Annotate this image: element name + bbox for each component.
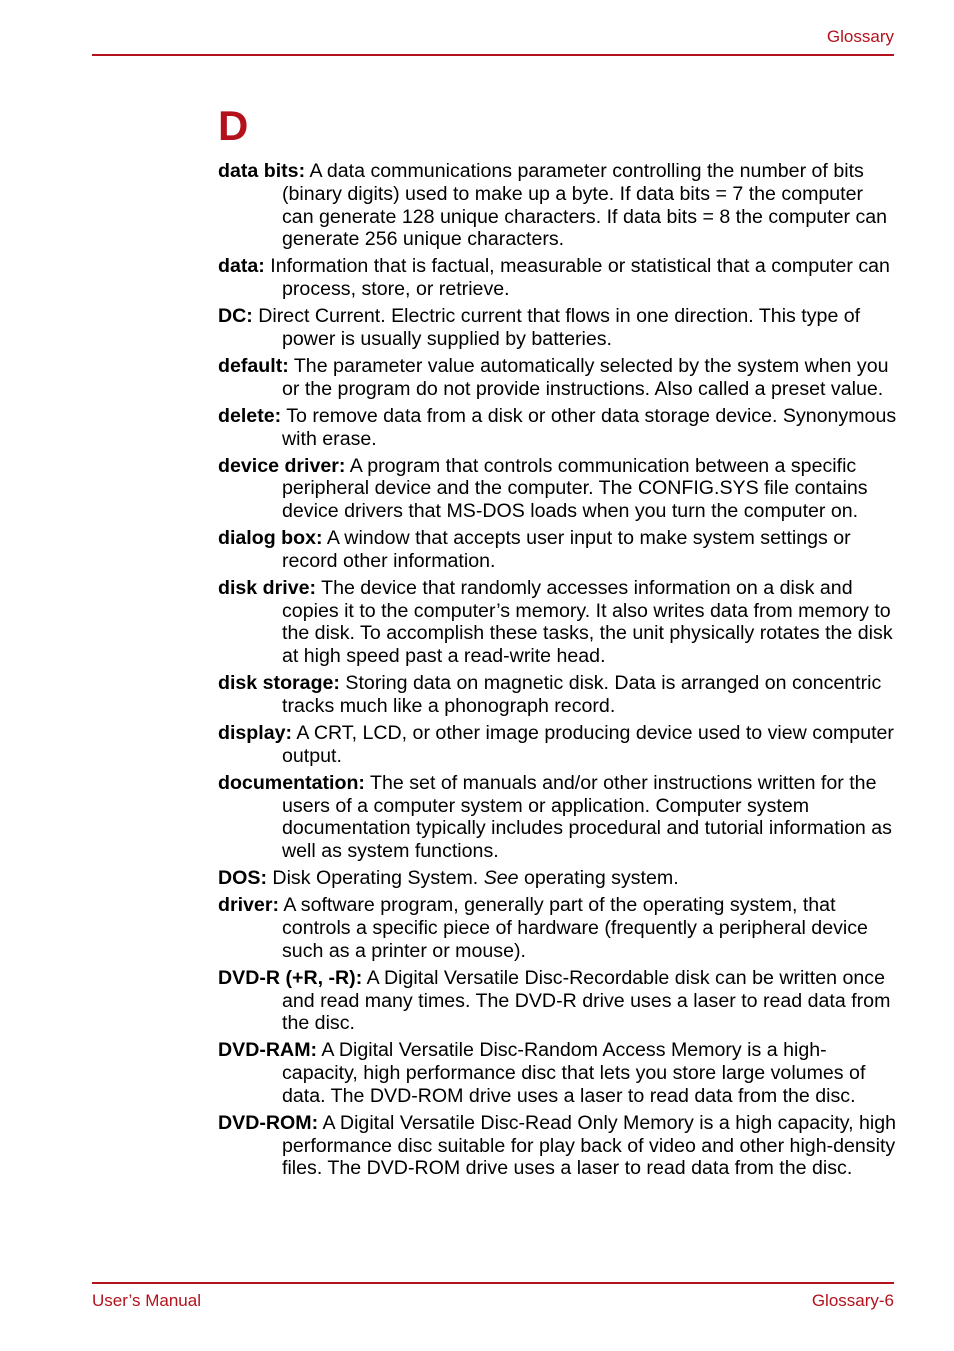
entry-term: disk drive: bbox=[218, 576, 317, 599]
entry-definition: A data communications parameter controlling the number of bits (binary digits) used to make up a byte. If data bits = 7 the computer can generate 128 unique characters. If data bits = 8 the computer can generate 256 unique characters. bbox=[282, 160, 888, 251]
section-letter: D bbox=[218, 102, 249, 149]
glossary-entry bbox=[218, 577, 898, 668]
glossary-entry bbox=[218, 527, 898, 573]
glossary-entries bbox=[218, 160, 898, 1184]
entry-definition: A Digital Versatile Disc-Random Access Memory is a high-capacity, high performance disc that lets you store large volumes of data. The DVD-ROM drive uses a laser to read data from the disc. bbox=[282, 1039, 866, 1107]
entry-definition: A Digital Versatile Disc-Read Only Memory is a high capacity, high performance disc suitable for play back of video and other high-density files. The DVD-ROM drive uses a laser to read data from the disc. bbox=[282, 1111, 897, 1180]
glossary-entry bbox=[218, 894, 898, 962]
footer-manual-title: User’s Manual bbox=[92, 1291, 201, 1310]
entry-definition-tail: operating system. bbox=[518, 867, 679, 890]
entry-term: delete: bbox=[218, 404, 282, 427]
entry-term: display: bbox=[218, 722, 293, 745]
entry-definition: The parameter value automatically selected by the system when you or the program do not provide instructions. Also called a preset value. bbox=[282, 354, 889, 400]
header-rule bbox=[92, 54, 894, 56]
entry-term: DVD-RAM: bbox=[218, 1039, 318, 1062]
glossary-entry bbox=[218, 1112, 898, 1180]
entry-definition: A CRT, LCD, or other image producing device used to view computer output. bbox=[282, 722, 894, 767]
glossary-entry bbox=[218, 405, 898, 451]
entry-definition: The device that randomly accesses information on a disk and copies it to the computer’s memory. It also writes data from memory to the disk. To accomplish these tasks, the unit physically rotates the disk at high speed past a read-write head. bbox=[282, 576, 893, 668]
entry-definition: Storing data on magnetic disk. Data is arranged on concentric tracks much like a phonograph record. bbox=[282, 672, 882, 718]
glossary-entry bbox=[218, 722, 898, 768]
entry-term: DVD-R (+R, -R): bbox=[218, 966, 363, 989]
entry-term: DOS: bbox=[218, 867, 267, 890]
entry-term: DVD-ROM: bbox=[218, 1111, 319, 1134]
glossary-entry bbox=[218, 305, 898, 351]
glossary-entry bbox=[218, 772, 898, 863]
entry-term: driver: bbox=[218, 894, 279, 917]
entry-term: default: bbox=[218, 354, 289, 377]
glossary-entry bbox=[218, 1039, 898, 1107]
entry-term: documentation: bbox=[218, 771, 365, 794]
glossary-entry bbox=[218, 355, 898, 401]
glossary-entry bbox=[218, 867, 898, 890]
entry-definition: A Digital Versatile Disc-Recordable disk can be written once and read many times. The DVD-R drive uses a laser to read data from the disc. bbox=[282, 966, 891, 1035]
footer-page-number: Glossary-6 bbox=[811, 1291, 894, 1310]
glossary-entry bbox=[218, 455, 898, 523]
entry-definition: Information that is factual, measurable or statistical that a computer can process, store, or retrieve. bbox=[264, 255, 890, 301]
glossary-entry bbox=[218, 255, 898, 301]
entry-definition: A program that controls communication between a specific peripheral device and the computer. The CONFIG.SYS file contains device drivers that MS-DOS loads when you turn the computer on. bbox=[282, 454, 868, 523]
glossary-entry bbox=[218, 672, 898, 718]
entry-term: data: bbox=[218, 255, 265, 278]
entry-term: disk storage: bbox=[218, 672, 340, 695]
entry-definition: A window that accepts user input to make system settings or record other information. bbox=[282, 527, 851, 572]
see-reference: See bbox=[483, 867, 519, 890]
entry-term: DC: bbox=[218, 305, 253, 328]
entry-definition: To remove data from a disk or other data storage device. Synonymous with erase. bbox=[281, 404, 897, 450]
entry-term: dialog box: bbox=[218, 527, 323, 550]
entry-definition: Disk Operating System. bbox=[266, 867, 484, 890]
running-header: Glossary bbox=[826, 27, 894, 46]
entry-term: data bits: bbox=[218, 160, 306, 182]
entry-definition: A software program, generally part of the operating system, that controls a specific piece of hardware (frequently a peripheral device such as a printer or mouse). bbox=[278, 894, 868, 962]
glossary-entry bbox=[218, 160, 898, 251]
entry-definition: Direct Current. Electric current that flows in one direction. This type of power is usually supplied by batteries. bbox=[252, 305, 861, 350]
entry-definition: The set of manuals and/or other instructions written for the users of a computer system or application. Computer system documentation typically includes procedural and tutorial information as well as system functions. bbox=[282, 771, 892, 863]
entry-term: device driver: bbox=[218, 454, 346, 477]
glossary-entry bbox=[218, 967, 898, 1035]
footer-rule bbox=[92, 1282, 894, 1284]
